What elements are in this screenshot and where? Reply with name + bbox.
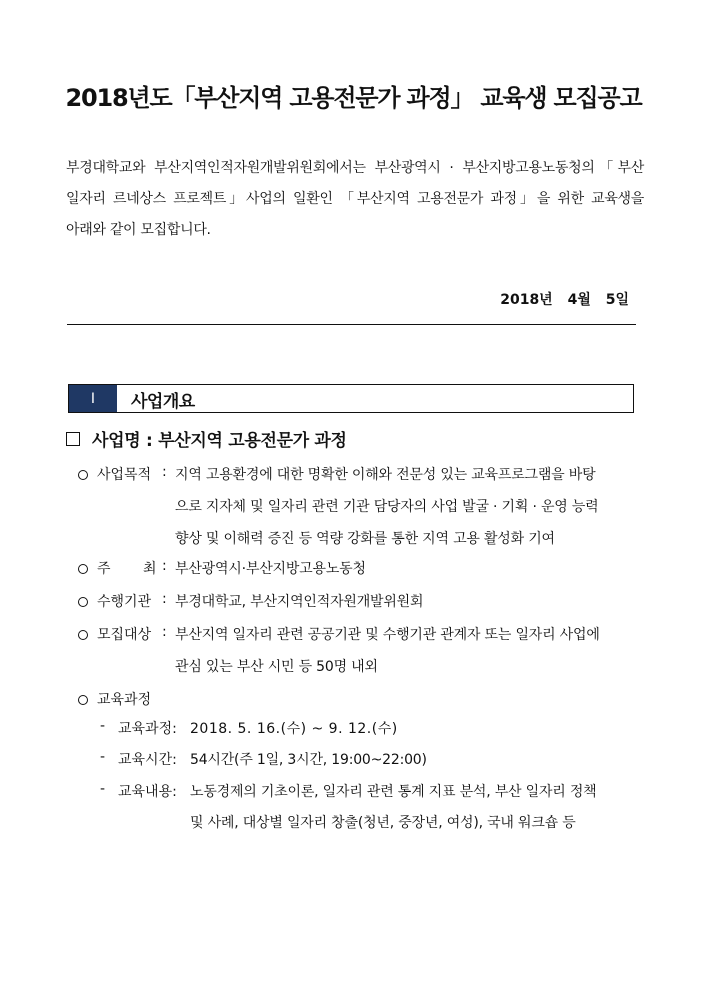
item-line: 부산지역 일자리 관련 공공기관 및 수행기관 관계자 또는 일자리 사업에 — [175, 627, 600, 643]
item-line: 관심 있는 부산 시민 등 50명 내외 — [175, 659, 378, 675]
education-label: 교육과정 — [97, 692, 152, 708]
edu-row-line: 2018. 5. 16.(수) ~ 9. 12.(수) — [190, 721, 398, 737]
edu-row-line: 및 사례, 대상별 일자리 창출(청년, 중장년, 여성), 국내 워크숍 등 — [190, 815, 576, 831]
circle-bullet-icon — [78, 597, 88, 607]
colon: : — [162, 558, 167, 574]
circle-bullet-icon — [78, 564, 88, 574]
item-line: 으로 지자체 및 일자리 관련 기관 담당자의 사업 발굴 · 기획 · 운영 능력 — [175, 499, 599, 515]
edu-row-label: 교육과정: — [118, 721, 177, 737]
colon: : — [162, 464, 167, 480]
item-line: 향상 및 이해력 증진 등 역량 강화를 통한 지역 고용 활성화 기여 — [175, 531, 555, 547]
announcement-date: 2018년 4월 5일 — [500, 292, 629, 308]
section-header — [68, 384, 634, 413]
colon: : — [162, 624, 167, 640]
colon: : — [162, 591, 167, 607]
item-label-target: 모집대상 — [97, 627, 152, 643]
project-heading — [66, 426, 347, 451]
dash-bullet: - — [100, 781, 106, 797]
item-line: 부산광역시·부산지방고용노동청 — [175, 561, 366, 577]
circle-bullet-icon — [78, 470, 88, 480]
edu-row-line: 54시간(주 1일, 3시간, 19:00~22:00) — [190, 752, 427, 768]
section-number: Ⅰ — [69, 385, 117, 412]
dash-bullet: - — [100, 749, 106, 765]
item-line: 부경대학교, 부산지역인적자원개발위원회 — [175, 594, 424, 610]
edu-row-line: 노동경제의 기초이론, 일자리 관련 통계 지표 분석, 부산 일자리 정책 — [190, 784, 597, 800]
page-title: 2018년도「부산지역 고용전문가 과정」 교육생 모집공고 — [65, 84, 642, 112]
project-heading-label: 사업명 : 부산지역 고용전문가 과정 — [92, 431, 347, 451]
circle-bullet-icon — [78, 630, 88, 640]
item-label-org: 수행기관 — [97, 594, 152, 610]
edu-row-label: 교육시간: — [118, 752, 177, 768]
divider — [67, 324, 636, 325]
item-label-host: 주 최 — [97, 561, 157, 577]
dash-bullet: - — [100, 718, 106, 734]
section-title: 사업개요 — [131, 392, 195, 412]
item-line: 지역 고용환경에 대한 명확한 이해와 전문성 있는 교육프로그램을 바탕 — [175, 467, 596, 483]
circle-bullet-icon — [78, 695, 88, 705]
item-label-purpose: 사업목적 — [97, 467, 152, 483]
edu-row-label: 교육내용: — [118, 784, 177, 800]
intro-paragraph: 부경대학교와 부산지역인적자원개발위원회에서는 부산광역시 · 부산지방고용노동청의「부산 일자리 르네상스 프로젝트」사업의 일환인 「부산지역 고용전문가 과정」을 위한 교육생을 아래와 같이 모집합니다. — [66, 160, 644, 238]
checkbox-square-icon — [66, 432, 80, 446]
